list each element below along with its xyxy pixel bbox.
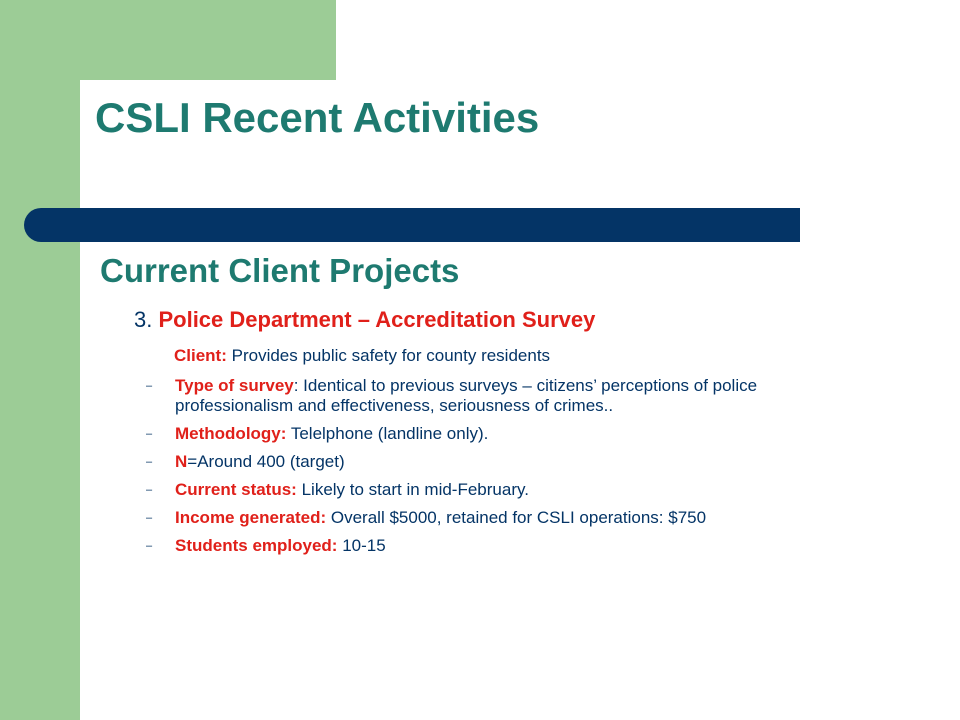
bullet-label: Current status: [175, 480, 297, 499]
top-accent-block [80, 0, 336, 80]
project-number: 3. [134, 307, 159, 332]
bullet-income [146, 508, 866, 528]
bullet-survey-type [146, 376, 866, 416]
bullet-label: N [175, 452, 188, 471]
project-heading [134, 307, 595, 333]
slide-title: CSLI Recent Activities [95, 94, 540, 141]
bullet-students [146, 536, 866, 556]
dash-bullet-icon: – [146, 380, 153, 392]
dash-bullet-icon: – [146, 428, 153, 440]
project-name: Police Department – Accreditation Survey [158, 307, 596, 332]
bullet-methodology [146, 424, 866, 444]
bullet-current-status [146, 480, 866, 500]
dash-bullet-icon: – [146, 456, 153, 468]
dash-bullet-icon: – [146, 512, 153, 524]
bullet-text: 10-15 [337, 536, 386, 555]
title-divider-bar [24, 208, 800, 242]
dash-bullet-icon: – [146, 484, 153, 496]
bullet-text: : Identical to previous surveys – citizens’ perceptions of police professionalism and effectiveness, seriousness of crimes.. [175, 376, 758, 415]
bullet-list [146, 376, 866, 564]
client-label: Client: [174, 346, 227, 365]
bullet-label: Type of survey [175, 376, 294, 395]
bullet-text: Likely to start in mid-February. [296, 480, 529, 499]
bullet-label: Students employed: [175, 536, 338, 555]
bullet-label: Methodology: [175, 424, 287, 443]
bullet-text: Telelphone (landline only). [286, 424, 489, 443]
bullet-sample-size [146, 452, 866, 472]
left-accent-bar [0, 0, 80, 720]
bullet-label: Income generated: [175, 508, 327, 527]
bullet-text: Overall $5000, retained for CSLI operations: $750 [326, 508, 707, 527]
client-text: Provides public safety for county residents [226, 346, 551, 365]
bullet-text: =Around 400 (target) [187, 452, 345, 471]
client-line [174, 346, 550, 366]
slide-subtitle: Current Client Projects [100, 252, 460, 289]
dash-bullet-icon: – [146, 540, 153, 552]
